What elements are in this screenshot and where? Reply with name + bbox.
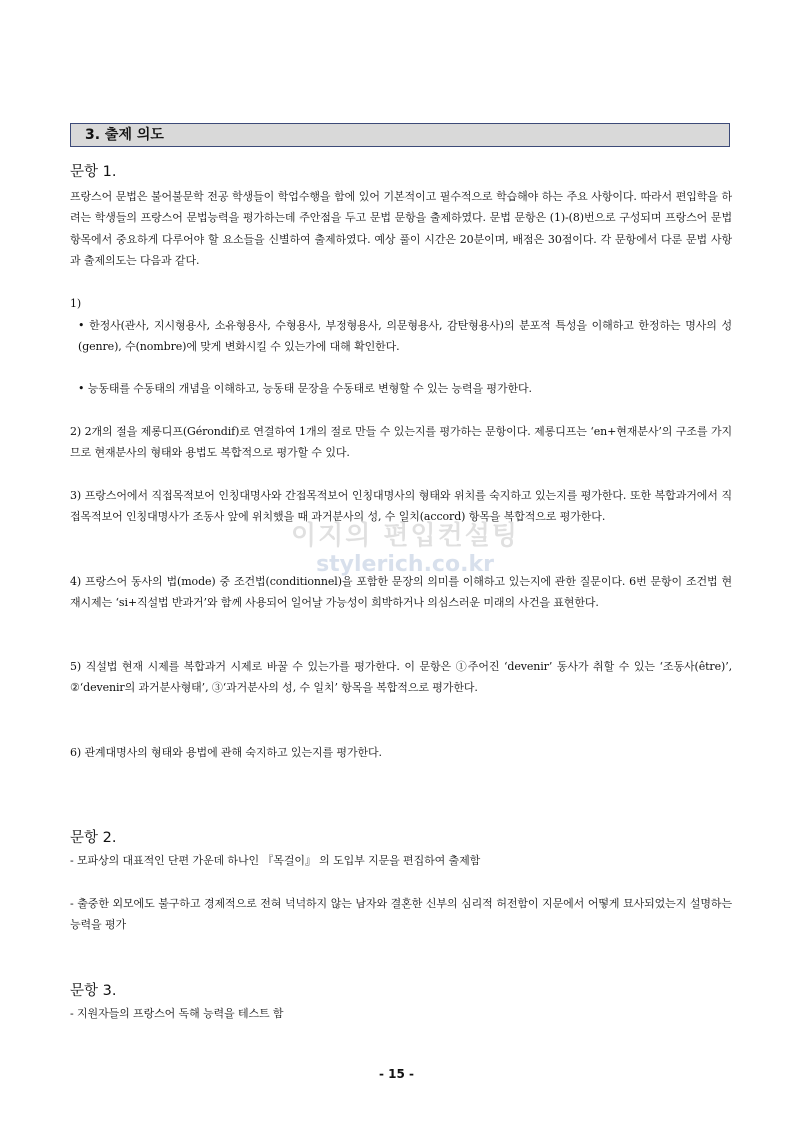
question-1-item-4: 4) 프랑스어 동사의 법(mode) 중 조건법(conditionnel)을 포함한 문장의 의미를 이해하고 있는지에 관한 질문이다. 6번 문항이 조건법 현재시제는 ‘si+직설법 반과거’와 함께 사용되어 일어날 가능성이 희박하거나 의심스러운 미래의 사건을 표현한다. [70,575,732,610]
question-1-item-6: 6) 관계대명사의 형태와 용법에 관해 숙지하고 있는지를 평가한다. [70,746,382,759]
question-1-item-1-label: 1) [70,297,82,310]
question-2-line-1: - 모파상의 대표적인 단편 가운데 하나인 『목걸이』 의 도입부 지문을 편집하여 출제함 [70,854,481,867]
question-1-title: 문항 1. [70,164,117,180]
watermark [290,520,520,578]
question-3-title: 문항 3. [70,983,117,999]
question-2-title: 문항 2. [70,830,117,846]
question-1-item-1-bullet-1: • 한정사(관사, 지시형용사, 소유형용사, 수형용사, 부정형용사, 의문형용사, 감탄형용사)의 분포적 특성을 이해하고 한정하는 명사의 성(genre), 수(nombre)에 맞게 변화시킬 수 있는가에 대해 확인한다. [78,319,732,354]
question-1-item-2: 2) 2개의 절을 제롱디프(Gérondif)로 연결하여 1개의 절로 만들 수 있는지를 평가하는 문항이다. 제롱디프는 ‘en+현재분사’의 구조를 가지므로 현재분사의 형태와 용법도 복합적으로 평가할 수 있다. [70,425,732,460]
question-1-intro: 프랑스어 문법은 불어불문학 전공 학생들이 학업수행을 함에 있어 기본적이고 필수적으로 학습해야 하는 주요 사항이다. 따라서 편입학을 하려는 학생들의 프랑스어 문법능력을 평가하는데 주안점을 두고 문법 문항을 출제하였다. 문법 문항은 (1)-(8)번으로 구성되며 프랑스어 문법 항목에서 중요하게 다루어야 할 요소들을 신별하여 출제하였다. 예상 풀이 시간은 20분이며, 배점은 30점이다. 각 문항에서 다룬 문법 사항과 출제의도는 다음과 같다. [70,190,732,268]
page-number: - 15 - [378,1067,414,1081]
question-1-item-5: 5) 직설법 현재 시제를 복합과거 시제로 바꿀 수 있는가를 평가한다. 이 문항은 ①주어진 ‘devenir’ 동사가 취할 수 있는 ‘조동사(être)’, ②‘devenir의 과거분사형태’, ③‘과거분사의 성, 수 일치’ 항목을 복합적으로 평가한다. [70,660,732,695]
watermark-korean: 이지의 편입컨설팅 [291,521,519,551]
question-1-item-1-bullet-2: • 능동태를 수동태의 개념을 이해하고, 능동태 문장을 수동태로 변형할 수 있는 능력을 평가한다. [78,382,532,395]
section-title: 3. 출제 의도 [70,123,730,147]
watermark-url: stylerich.co.kr [316,552,494,577]
question-2-line-2: - 출중한 외모에도 불구하고 경제적으로 전혀 넉넉하지 않는 남자와 결혼한 신부의 심리적 허전함이 지문에서 어떻게 묘사되었는지 설명하는 능력을 평가 [70,897,732,932]
question-3-line-1: - 지원자들의 프랑스어 독해 능력을 테스트 함 [70,1007,284,1020]
question-1-item-3: 3) 프랑스어에서 직접목적보어 인칭대명사와 간접목적보어 인칭대명사의 형태와 위치를 숙지하고 있는지를 평가한다. 또한 복합과거에서 직접목적보어 인칭대명사가 조동사 앞에 위치했을 때 과거분사의 성, 수 일치(accord) 항목을 복합적으로 평가한다. [70,489,732,524]
